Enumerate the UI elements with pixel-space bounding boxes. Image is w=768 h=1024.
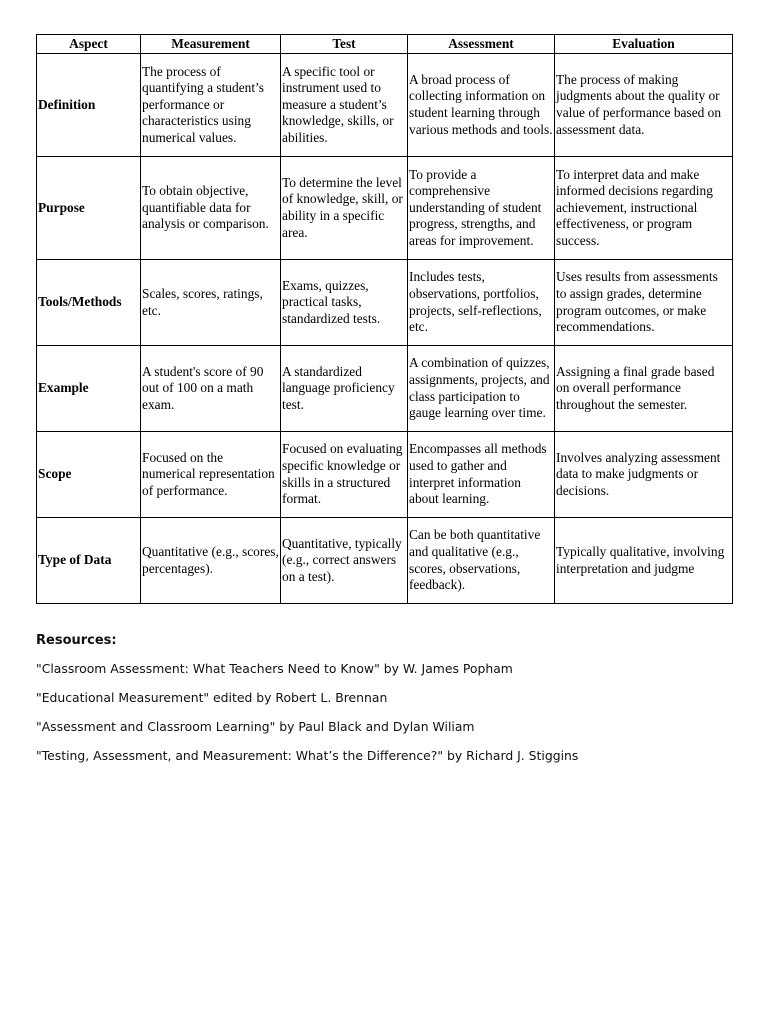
row-aspect-cell: Type of Data: [37, 518, 141, 604]
resources-list: [36, 660, 736, 776]
header-evaluation: Evaluation: [555, 35, 733, 54]
table-row-purpose: [37, 157, 733, 260]
row-aspect-cell: Definition: [37, 54, 141, 157]
measurement-cell: The process of quantifying a student’s performance or characteristics using numerical values.: [141, 54, 281, 157]
table-row-type-of-data: [37, 518, 733, 604]
row-aspect-cell: Tools/Methods: [37, 260, 141, 346]
evaluation-cell: To interpret data and make informed decisions regarding achievement, instructional effectiveness, or program success.: [555, 157, 733, 260]
evaluation-cell: Assigning a final grade based on overall performance throughout the semester.: [555, 346, 733, 432]
row-aspect-cell: Example: [37, 346, 141, 432]
resources-heading: Resources:: [36, 633, 117, 648]
resources-section: [36, 632, 736, 776]
evaluation-cell: Uses results from assessments to assign grades, determine program outcomes, or make recommendations.: [555, 260, 733, 346]
measurement-cell: A student's score of 90 out of 100 on a math exam.: [141, 346, 281, 432]
test-cell: Exams, quizzes, practical tasks, standardized tests.: [281, 260, 408, 346]
test-cell: Quantitative, typically (e.g., correct answers on a test).: [281, 518, 408, 604]
assessment-cell: A broad process of collecting information on student learning through various methods and tools.: [408, 54, 555, 157]
resource-item: "Assessment and Classroom Learning" by Paul Black and Dylan Wiliam: [36, 719, 475, 734]
header-test: Test: [281, 35, 408, 54]
measurement-cell: Scales, scores, ratings, etc.: [141, 260, 281, 346]
evaluation-cell: The process of making judgments about the quality or value of performance based on assessment data.: [555, 54, 733, 157]
assessment-cell: Encompasses all methods used to gather and interpret information about learning.: [408, 432, 555, 518]
test-cell: Focused on evaluating specific knowledge or skills in a structured format.: [281, 432, 408, 518]
measurement-cell: Focused on the numerical representation of performance.: [141, 432, 281, 518]
test-cell: A standardized language proficiency test.: [281, 346, 408, 432]
test-cell: A specific tool or instrument used to measure a student’s knowledge, skills, or abilities.: [281, 54, 408, 157]
evaluation-cell: Involves analyzing assessment data to make judgments or decisions.: [555, 432, 733, 518]
header-aspect: Aspect: [37, 35, 141, 54]
row-aspect-cell: Scope: [37, 432, 141, 518]
table-row-definition: [37, 54, 733, 157]
measurement-cell: Quantitative (e.g., scores, percentages).: [141, 518, 281, 604]
resource-item: "Testing, Assessment, and Measurement: What’s the Difference?" by Richard J. Stiggins: [36, 748, 579, 763]
test-cell: To determine the level of knowledge, skill, or ability in a specific area.: [281, 157, 408, 260]
table-row-tools-methods: [37, 260, 733, 346]
assessment-cell: Can be both quantitative and qualitative (e.g., scores, observations, feedback).: [408, 518, 555, 604]
row-aspect-cell: Purpose: [37, 157, 141, 260]
assessment-cell: To provide a comprehensive understanding of student progress, strengths, and areas for improvement.: [408, 157, 555, 260]
header-measurement: Measurement: [141, 35, 281, 54]
table-row-example: [37, 346, 733, 432]
measurement-cell: To obtain objective, quantifiable data for analysis or comparison.: [141, 157, 281, 260]
table-header-row: [37, 35, 733, 54]
table-row-scope: [37, 432, 733, 518]
header-assessment: Assessment: [408, 35, 555, 54]
evaluation-cell: Typically qualitative, involving interpretation and judgme: [555, 518, 733, 604]
resource-item: "Classroom Assessment: What Teachers Need to Know" by W. James Popham: [36, 661, 513, 676]
assessment-cell: Includes tests, observations, portfolios, projects, self-reflections, etc.: [408, 260, 555, 346]
resource-item: "Educational Measurement" edited by Robert L. Brennan: [36, 690, 388, 705]
comparison-table: [36, 34, 733, 604]
assessment-cell: A combination of quizzes, assignments, projects, and class participation to gauge learning over time.: [408, 346, 555, 432]
